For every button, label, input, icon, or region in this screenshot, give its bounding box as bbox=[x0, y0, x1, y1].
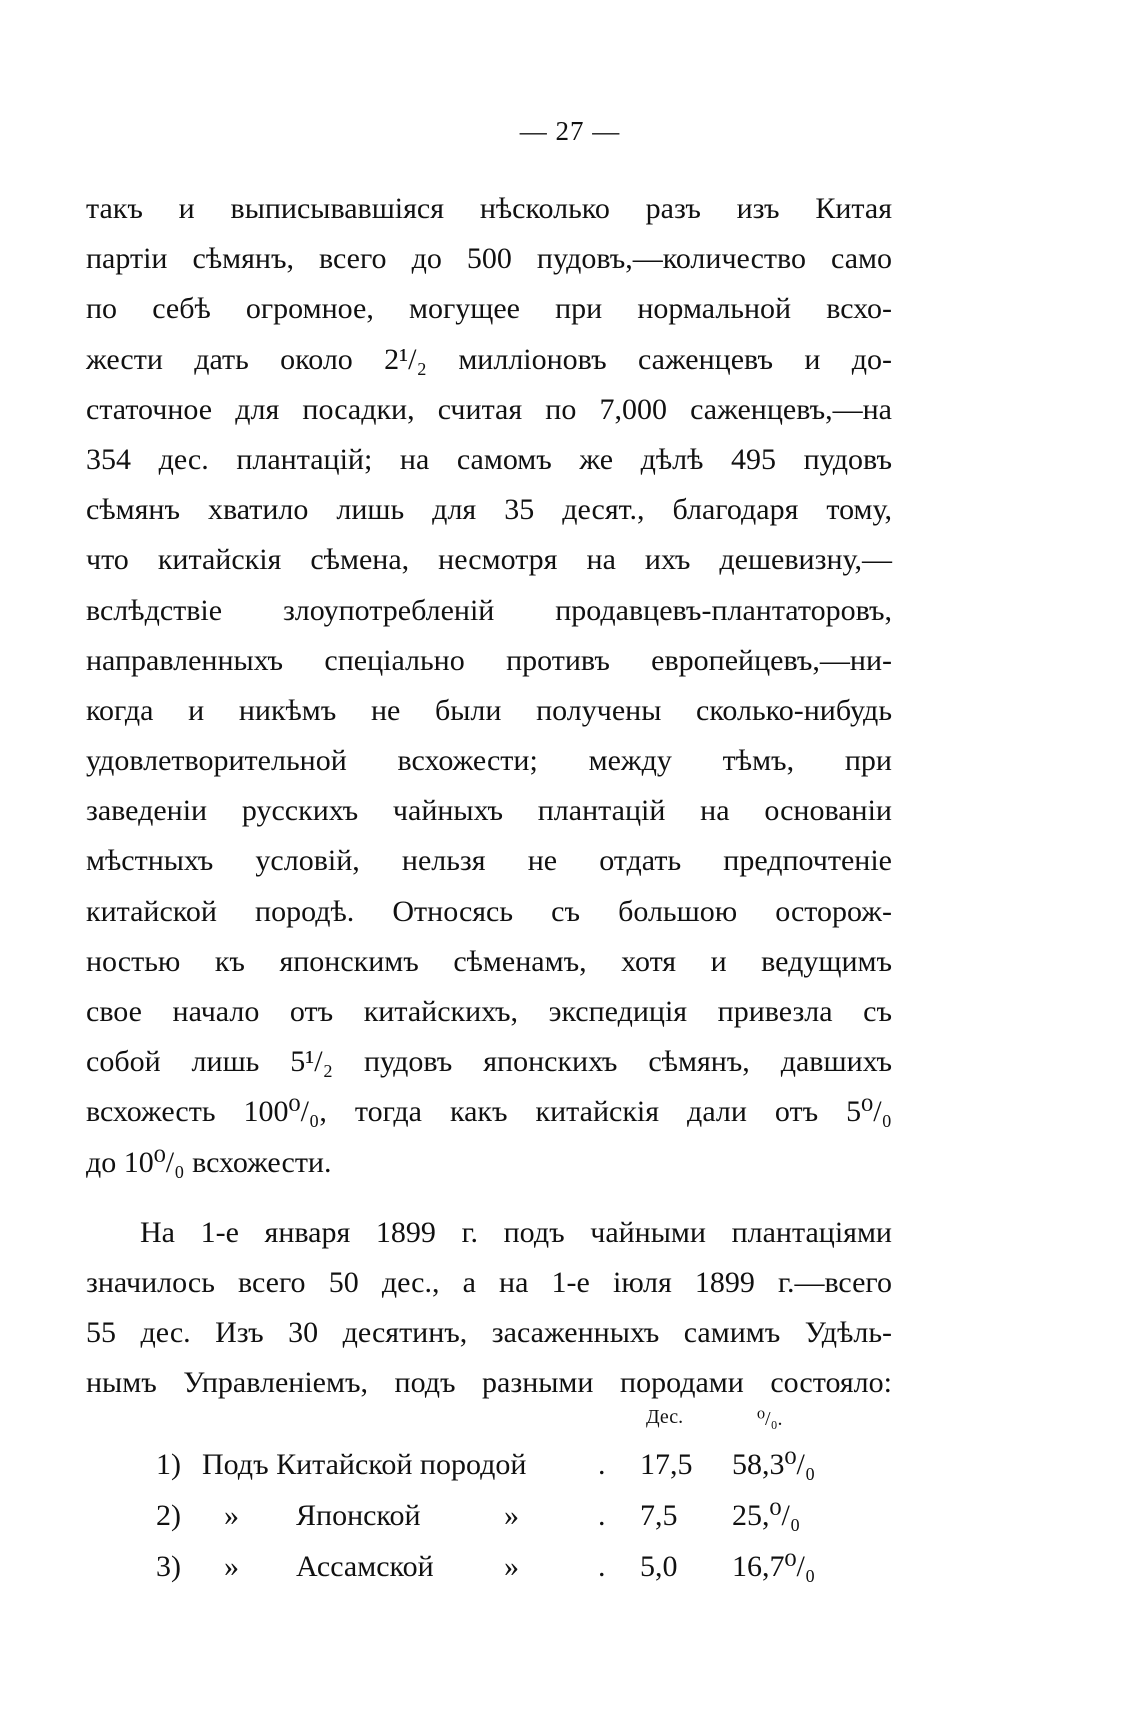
text-line: 55 дес. Изъ 30 десятинъ, засаженныхъ самимъ Удѣль- bbox=[86, 1316, 892, 1350]
text-line: жести дать около 2¹/₂ милліоновъ саженцевъ и до- bbox=[86, 342, 892, 376]
column-header-percent: ⁰/₀. bbox=[757, 1408, 783, 1430]
text-line: 354 дес. плантацій; на самомъ же дѣлѣ 495 пудовъ bbox=[86, 442, 892, 476]
page-number: — 27 — bbox=[519, 116, 621, 146]
cell-dec: 17,5 bbox=[640, 1448, 693, 1481]
paragraph-1 bbox=[86, 184, 892, 1188]
text-line: собой лишь 5¹/₂ пудовъ японскихъ сѣмянъ, давшихъ bbox=[86, 1045, 892, 1079]
text-line: по себѣ огромное, могущее при нормальной всхо- bbox=[86, 292, 892, 326]
text-line: партіи сѣмянъ, всего до 500 пудовъ,—количество само bbox=[86, 242, 892, 276]
text-line: всхожесть 100⁰/₀, тогда какъ китайскія дали отъ 5⁰/₀ bbox=[86, 1095, 892, 1129]
paragraph-gap bbox=[86, 1188, 892, 1208]
ditto-mark: » bbox=[224, 1550, 239, 1583]
text-line: удовлетворительной всхожести; между тѣмъ, при bbox=[86, 744, 892, 778]
column-header-dec: Дес. bbox=[646, 1406, 684, 1428]
text-line: значилось всего 50 дес., а на 1-е іюля 1899 г.—всего bbox=[86, 1265, 892, 1299]
text-line: ностью къ японскимъ сѣменамъ, хотя и ведущимъ bbox=[86, 944, 892, 978]
leader-dot: . bbox=[598, 1448, 606, 1481]
row-number: 3) bbox=[156, 1550, 181, 1583]
leader-dot: . bbox=[598, 1499, 606, 1532]
text-line: На 1-е января 1899 г. подъ чайными плантаціями bbox=[140, 1215, 892, 1249]
cell-percent: 58,3⁰/₀ bbox=[732, 1448, 816, 1481]
text-line: заведеніи русскихъ чайныхъ плантацій на основаніи bbox=[86, 794, 892, 828]
paragraph-2 bbox=[86, 1208, 892, 1409]
table-row bbox=[0, 1490, 1140, 1542]
row-number: 2) bbox=[156, 1499, 181, 1532]
cell-percent: 16,7⁰/₀ bbox=[732, 1550, 816, 1583]
text-line: статочное для посадки, считая по 7,000 саженцевъ,—на bbox=[86, 392, 892, 426]
ditto-mark: » bbox=[504, 1550, 519, 1583]
row-label: Японской bbox=[296, 1499, 421, 1532]
leader-dot: . bbox=[598, 1550, 606, 1583]
text-line: сѣмянъ хватило лишь для 35 десят., благодаря тому, bbox=[86, 493, 892, 527]
body-text bbox=[86, 184, 892, 1409]
row-number: 1) bbox=[156, 1448, 181, 1481]
table-row bbox=[0, 1541, 1140, 1593]
text-line: такъ и выписывавшіяся нѣсколько разъ изъ Китая bbox=[86, 192, 892, 225]
text-line: нымъ Управленіемъ, подъ разными породами состояло: bbox=[86, 1366, 892, 1400]
text-line: мѣстныхъ условій, нельзя не отдать предпочтеніе bbox=[86, 844, 892, 878]
text-line: до 10⁰/₀ всхожести. bbox=[86, 1145, 332, 1179]
cell-dec: 7,5 bbox=[640, 1499, 678, 1532]
text-line: китайской породѣ. Относясь съ большою осторож- bbox=[86, 894, 892, 928]
row-label: Ассамской bbox=[296, 1550, 434, 1583]
text-line: вслѣдствіе злоупотребленій продавцевъ-плантаторовъ, bbox=[86, 593, 892, 627]
text-line: что китайскія сѣмена, несмотря на ихъ дешевизну,— bbox=[86, 543, 892, 577]
cell-dec: 5,0 bbox=[640, 1550, 678, 1583]
row-label: Подъ Китайской породой bbox=[202, 1448, 527, 1481]
text-line: свое начало отъ китайскихъ, экспедиція привезла съ bbox=[86, 995, 892, 1028]
cell-percent: 25,⁰/₀ bbox=[732, 1499, 801, 1532]
text-line: направленныхъ спеціально противъ европейцевъ,—ни- bbox=[86, 643, 892, 677]
ditto-mark: » bbox=[224, 1499, 239, 1532]
text-line: когда и никѣмъ не были получены сколько-нибудь bbox=[86, 693, 892, 727]
table-row bbox=[0, 1439, 1140, 1491]
table-header bbox=[0, 1406, 1140, 1436]
ditto-mark: » bbox=[504, 1499, 519, 1532]
